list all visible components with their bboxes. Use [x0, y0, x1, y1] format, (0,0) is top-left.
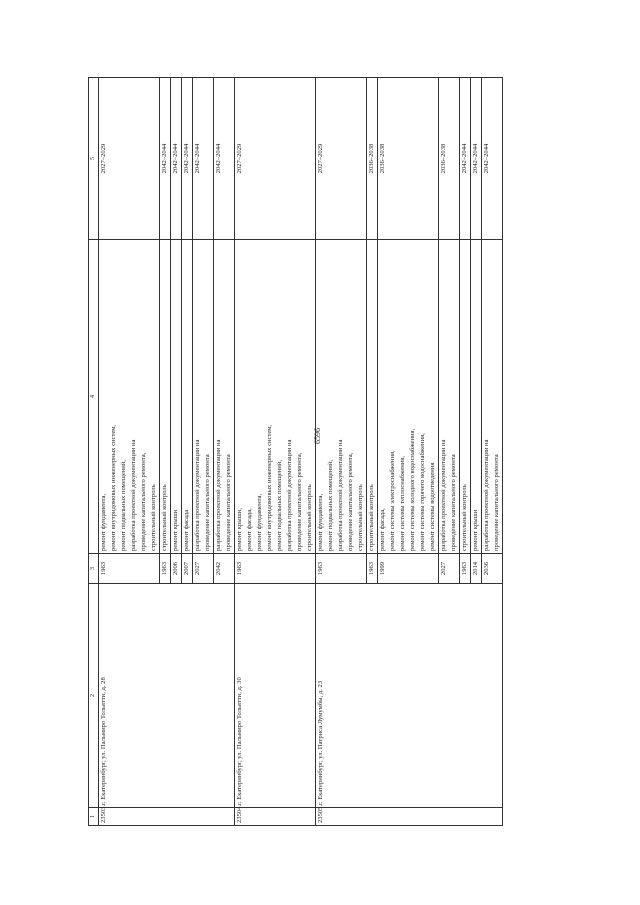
work-item: ремонт фундамента, [317, 493, 324, 551]
work-item: ремонт фундамента, [256, 493, 263, 551]
work-item: проведение капитального ремонта, [140, 452, 147, 551]
work-item: строительный контроль [161, 484, 168, 551]
work-item: ремонт системы горячего водоснабжения, [419, 433, 426, 551]
work-item: разработка проектной документации на [215, 439, 222, 551]
work-item: ремонт системы электроснабжения, [389, 450, 396, 551]
work-item: ремонт фасада [183, 509, 190, 551]
works-cell [171, 240, 182, 554]
column-number-4: 4 [89, 240, 99, 554]
works-cell [160, 240, 171, 554]
year-cell: 1963 [160, 554, 171, 584]
year-cell: 1963 [367, 554, 378, 584]
work-item: разработка проектной документации на [440, 439, 447, 551]
work-item: проведение капитального ремонта, [296, 452, 303, 551]
works-cell [182, 240, 193, 554]
column-number-2: 2 [89, 584, 99, 808]
period-cell: 2042–2044 [171, 78, 182, 240]
work-item: строительный контроль [150, 484, 157, 551]
building-address: г. Екатеринбург, ул. Патриса Лумумбы, д. 23 [316, 584, 503, 808]
column-number-5: 5 [89, 78, 99, 240]
work-item: ремонт подвальных помещений, [327, 460, 334, 551]
works-cell [460, 240, 471, 554]
works-cell [193, 240, 214, 554]
period-cell: 2027–2029 [235, 78, 316, 240]
work-item: разработка проектной документации на [194, 439, 201, 551]
work-item: ремонт крыши, [236, 508, 243, 551]
record-number: 23504. [235, 808, 316, 826]
period-cell: 2036–2038 [378, 78, 439, 240]
period-cell: 2027–2029 [99, 78, 160, 240]
work-item: ремонт системы холодного водоснабжения, [409, 428, 416, 551]
work-item: разработка проектной документации на [337, 439, 344, 551]
rotated-table-container [88, 78, 566, 826]
table-row [316, 78, 367, 826]
work-item: строительный контроль [368, 484, 375, 551]
period-cell: 2027–2029 [316, 78, 367, 240]
work-item: ремонт системы водоотведения [429, 462, 436, 551]
works-cell [482, 240, 503, 554]
column-number-row [89, 78, 99, 826]
period-cell: 2042–2044 [182, 78, 193, 240]
year-cell: 1963 [99, 554, 160, 584]
year-cell: 2006 [171, 554, 182, 584]
record-number: 23505. [316, 808, 503, 826]
year-cell: 2027 [439, 554, 460, 584]
year-cell: 1999 [378, 554, 439, 584]
period-cell: 2042–2044 [482, 78, 503, 240]
period-cell: 2042–2044 [214, 78, 235, 240]
works-cell [439, 240, 460, 554]
year-cell: 2036 [482, 554, 503, 584]
year-cell: 2014 [471, 554, 482, 584]
work-item: разработка проектной документации на [130, 439, 137, 551]
work-item: проведение капитального ремонта [225, 454, 232, 551]
works-cell [99, 240, 160, 554]
year-cell: 2042 [214, 554, 235, 584]
work-item: ремонт фасада, [246, 508, 253, 551]
year-cell: 1963 [316, 554, 367, 584]
work-item: ремонт фасада, [379, 508, 386, 551]
work-item: проведение капитального ремонта [493, 454, 500, 551]
year-cell: 2027 [193, 554, 214, 584]
works-cell [378, 240, 439, 554]
period-cell: 2042–2044 [193, 78, 214, 240]
work-item: ремонт внутридомовых инженерных систем, [266, 424, 273, 551]
work-item: ремонт крыши [472, 509, 479, 551]
works-cell [471, 240, 482, 554]
work-item: ремонт подвальных помещений, [276, 460, 283, 551]
table-row [235, 78, 316, 826]
work-item: строительный контроль [357, 484, 364, 551]
work-item: проведение капитального ремонта [204, 454, 211, 551]
column-number-1: 1 [89, 808, 99, 826]
record-number: 23503. [99, 808, 235, 826]
period-cell: 2036–2038 [439, 78, 460, 240]
building-address: г. Екатеринбург, ул. Пальмиро Тольятти, д. 28 [99, 584, 235, 808]
period-cell: 2042–2044 [460, 78, 471, 240]
work-item: разработка проектной документации на [483, 439, 490, 551]
period-cell: 2042–2044 [160, 78, 171, 240]
repair-schedule-table [88, 77, 503, 826]
page-number: 6596 [313, 428, 322, 444]
works-cell [214, 240, 235, 554]
works-cell [367, 240, 378, 554]
work-item: ремонт подвальных помещений, [120, 460, 127, 551]
work-item: строительный контроль [461, 484, 468, 551]
building-address: г. Екатеринбург, ул. Пальмиро Тольятти, д. 30 [235, 584, 316, 808]
year-cell: 1963 [235, 554, 316, 584]
period-cell: 2036–2038 [367, 78, 378, 240]
works-cell [235, 240, 316, 554]
work-item: ремонт фундамента, [100, 493, 107, 551]
works-cell [316, 240, 367, 554]
year-cell: 2007 [182, 554, 193, 584]
work-item: ремонт крыши [172, 509, 179, 551]
table-row [99, 78, 160, 826]
work-item: строительный контроль [306, 484, 313, 551]
table-body [99, 78, 503, 826]
period-cell: 2042–2044 [471, 78, 482, 240]
work-item: проведение капитального ремонта [450, 454, 457, 551]
column-number-3: 3 [89, 554, 99, 584]
work-item: проведение капитального ремонта, [347, 452, 354, 551]
work-item: ремонт системы теплоснабжения, [399, 456, 406, 551]
work-item: разработка проектной документации на [286, 439, 293, 551]
year-cell: 1963 [460, 554, 471, 584]
work-item: ремонт внутридомовых инженерных систем, [110, 424, 117, 551]
